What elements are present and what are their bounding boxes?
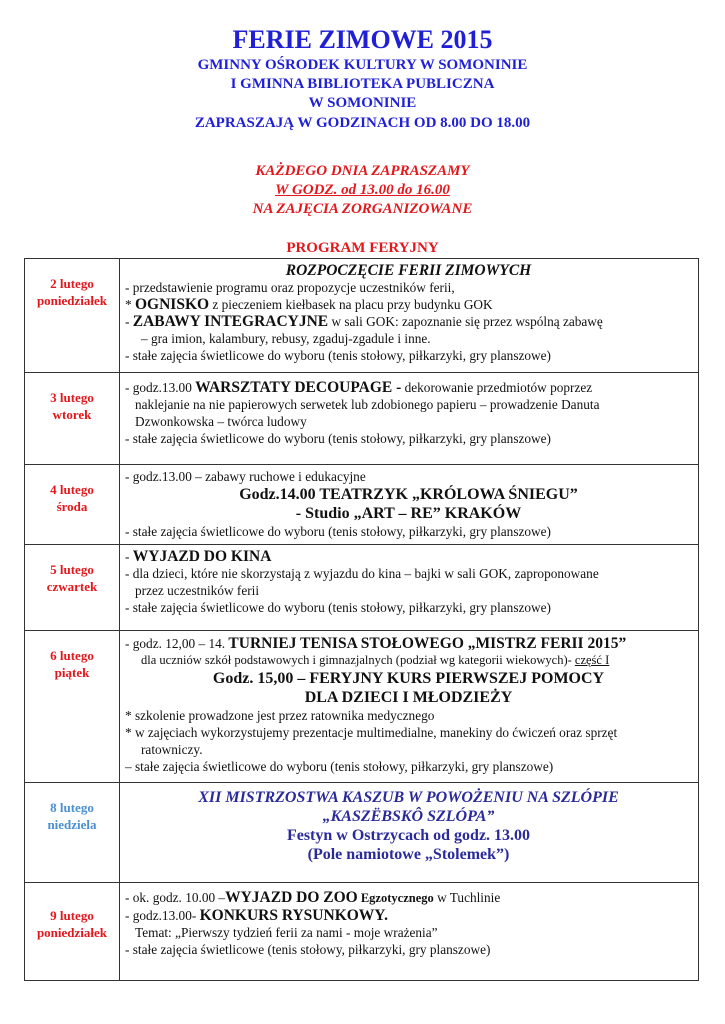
day-label: 8 lutego (50, 800, 94, 815)
activity-highlight: WARSZTATY DECOUPAGE - (195, 379, 402, 396)
activities-cell (120, 373, 699, 465)
weekday-label: środa (56, 499, 88, 514)
program-row-9-feb (25, 883, 699, 981)
theatre-title: Godz.14.00 TEATRZYK „KRÓLOWA ŚNIEGU” (239, 486, 578, 503)
program-title: PROGRAM FERYJNY (286, 240, 439, 256)
standard-activities: - stałe zajęcia świetlicowe (tenis stołowy, piłkarzyki, gry planszowe) (125, 942, 491, 957)
page-title: FERIE ZIMOWE 2015 (232, 25, 493, 54)
activity-highlight: OGNISKO (134, 296, 210, 313)
activities-cell (120, 465, 699, 545)
activity-line: – gra imion, kalambury, rebusy, zgaduj-zgadule i inne. (141, 331, 431, 346)
theatre-studio: - Studio „ART – RE” KRAKÓW (295, 505, 522, 522)
activity-line: - godz.13.00- KONKURS RYSUNKOWY. (125, 907, 388, 924)
activities-cell (120, 783, 699, 883)
activity-line: - ok. godz. 10.00 –WYJAZD DO ZOO Egzotycznego w Tuchlinie (125, 889, 501, 906)
weekday-label: poniedziałek (36, 293, 108, 308)
weekday-label: poniedziałek (36, 925, 108, 940)
zoo-qualifier: Egzotycznego (357, 891, 434, 905)
standard-activities: - stałe zajęcia świetlicowe do wyboru (tenis stołowy, piłkarzyki, gry planszowe) (125, 524, 551, 539)
day-label: 6 lutego (50, 648, 94, 663)
activity-line: * w zajęciach wykorzystujemy prezentacje multimedialne, manekiny do ćwiczeń oraz sprzęt (125, 725, 618, 740)
activity-line: - godz. 12,00 – 14. TURNIEJ TENISA STOŁOWEGO „MISTRZ FERII 2015” (125, 635, 627, 652)
invite-line-2: W GODZ. od 13.00 do 16.00 (275, 182, 450, 198)
festival-info: Festyn w Ostrzycach od godz. 13.00 (286, 827, 531, 844)
hours-line: ZAPRASZAJĄ W GODZINACH OD 8.00 DO 18.00 (194, 115, 531, 131)
festival-location: (Pole namiotowe „Stolemek”) (307, 846, 510, 863)
weekday-label: niedziela (47, 817, 97, 832)
date-cell (25, 631, 120, 783)
program-row-2-feb (25, 259, 699, 373)
program-row-8-feb (25, 783, 699, 883)
day-label: 3 lutego (50, 390, 94, 405)
program-row-5-feb (25, 545, 699, 631)
championship-title: XII MISTRZOSTWA KASZUB W POWOŻENIU NA SZLÓPIE (198, 789, 619, 806)
invite-line-3: NA ZAJĘCIA ZORGANIZOWANE (252, 201, 473, 217)
standard-activities: - stałe zajęcia świetlicowe do wyboru (tenis stołowy, piłkarzyki, gry planszowe) (125, 431, 551, 446)
day-label: 2 lutego (50, 276, 94, 291)
date-cell (25, 783, 120, 883)
activity-line: - godz.13.00 WARSZTATY DECOUPAGE - dekorowanie przedmiotów poprzez (125, 379, 593, 396)
activity-line: - dla dzieci, które nie skorzystają z wyjazdu do kina – bajki w sali GOK, zaproponowane (125, 566, 599, 581)
day-label: 5 lutego (50, 562, 94, 577)
activity-line: - godz.13.00 – zabawy ruchowe i edukacyjne (125, 469, 366, 484)
activities-cell (120, 545, 699, 631)
date-cell (25, 373, 120, 465)
activity-highlight: ZABAWY INTEGRACYJNE (132, 313, 329, 330)
first-aid-audience: DLA DZIECI I MŁODZIEŻY (304, 689, 513, 706)
standard-activities: – stałe zajęcia świetlicowe do wyboru (tenis stołowy, piłkarzyki, gry planszowe) (125, 759, 554, 774)
standard-activities: - stałe zajęcia świetlicowe do wyboru (tenis stołowy, piłkarzyki, gry planszowe) (125, 600, 551, 615)
invite-line-1: KAŻDEGO DNIA ZAPRASZAMY (255, 163, 470, 179)
program-row-6-feb (25, 631, 699, 783)
organizer-line-1: GMINNY OŚRODEK KULTURY W SOMONINIE (197, 57, 528, 73)
date-cell (25, 465, 120, 545)
first-aid-title: Godz. 15,00 – FERYJNY KURS PIERWSZEJ POMOCY (212, 670, 605, 687)
activity-line: Dzwonkowska – twórca ludowy (135, 414, 307, 429)
activity-line: przez uczestników ferii (135, 583, 260, 598)
activity-highlight: TURNIEJ TENISA STOŁOWEGO „MISTRZ FERII 2015” (228, 635, 627, 652)
program-row-3-feb (25, 373, 699, 465)
activity-line: ratowniczy. (141, 742, 203, 757)
activity-highlight: WYJAZD DO ZOO (225, 889, 358, 906)
organizer-line-3: W SOMONINIE (308, 95, 417, 111)
activity-line: naklejanie na nie papierowych serwetek lub zdobionego papieru – prowadzenie Danuta (135, 397, 600, 412)
date-cell (25, 545, 120, 631)
weekday-label: wtorek (52, 407, 92, 422)
standard-activities: - stałe zajęcia świetlicowe do wyboru (tenis stołowy, piłkarzyki, gry planszowe) (125, 348, 551, 363)
day-heading: ROZPOCZĘCIE FERII ZIMOWYCH (285, 262, 532, 279)
activity-highlight: WYJAZD DO KINA (132, 548, 272, 565)
activity-highlight: KONKURS RYSUNKOWY. (199, 907, 388, 924)
activity-line: - ZABAWY INTEGRACYJNE w sali GOK: zapoznanie się przez wspólną zabawę (125, 313, 603, 330)
weekday-label: czwartek (46, 579, 98, 594)
activity-line: - przedstawienie programu oraz propozycje uczestników ferii, (125, 280, 455, 295)
activities-cell (120, 631, 699, 783)
program-table (24, 258, 699, 981)
program-row-4-feb (25, 465, 699, 545)
day-label: 9 lutego (50, 908, 94, 923)
activities-cell (120, 259, 699, 373)
activity-line: - WYJAZD DO KINA (125, 548, 272, 565)
activities-cell (120, 883, 699, 981)
weekday-label: piątek (54, 665, 90, 680)
day-label: 4 lutego (50, 482, 94, 497)
activity-line: * szkolenie prowadzone jest przez ratownika medycznego (125, 708, 435, 723)
organizer-line-2: I GMINNA BIBLIOTEKA PUBLICZNA (230, 76, 495, 92)
date-cell (25, 259, 120, 373)
activity-line: Temat: „Pierwszy tydzień ferii za nami - moje wrażenia” (135, 925, 438, 940)
activity-line: dla uczniów szkół podstawowych i gimnazjalnych (podział wg kategorii wiekowych)- część I (141, 653, 610, 667)
championship-name: „KASZËBSKÔ SZLÓPA” (322, 808, 495, 825)
activity-line: * OGNISKO z pieczeniem kiełbasek na placu przy budynku GOK (125, 296, 493, 313)
date-cell (25, 883, 120, 981)
part-label: część I (574, 653, 610, 667)
